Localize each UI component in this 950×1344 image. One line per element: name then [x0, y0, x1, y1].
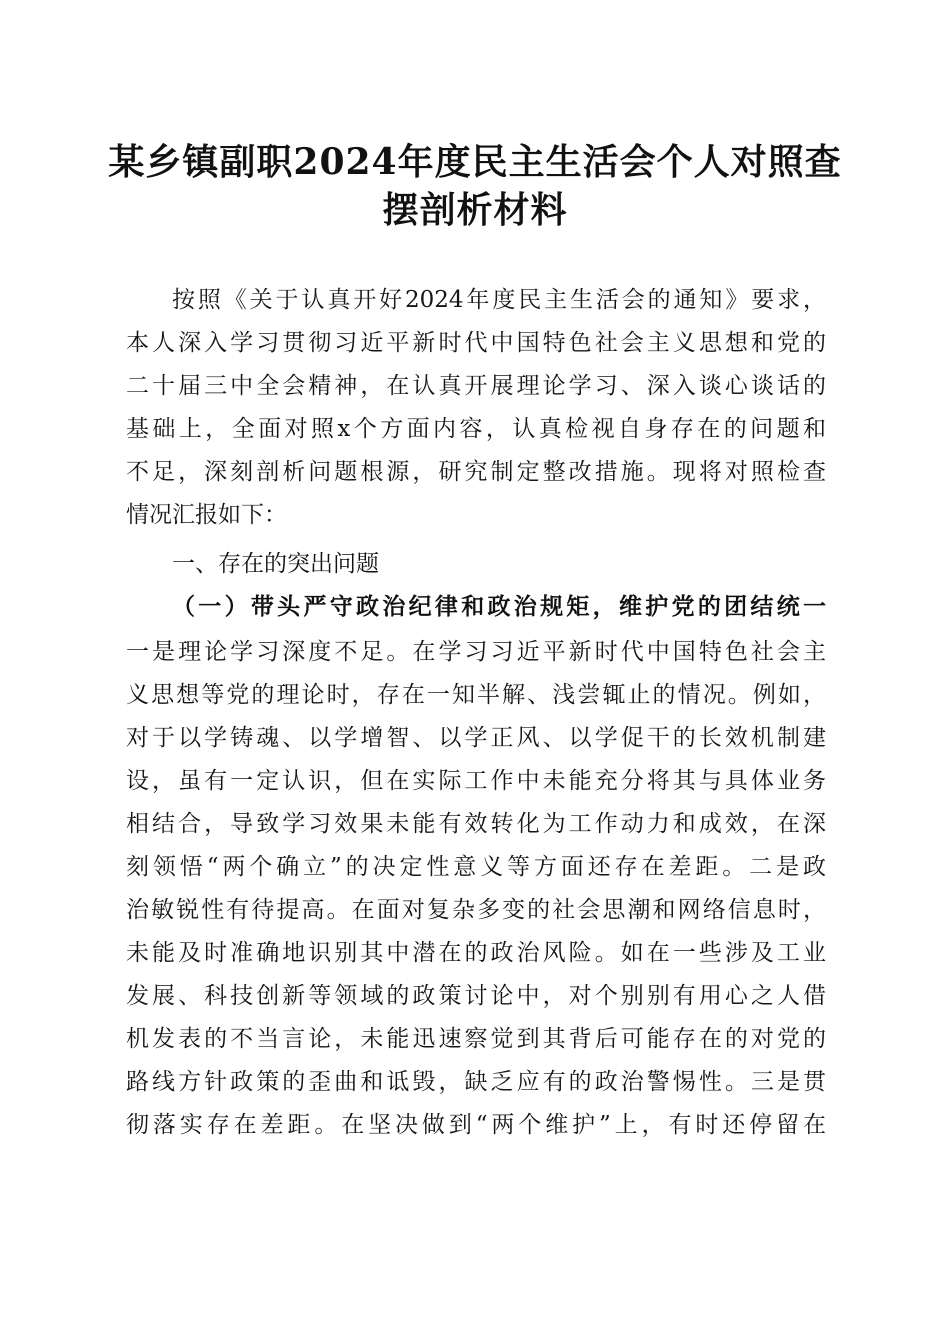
body-paragraph-line: 机发表的不当言论，未能迅速察觉到其背后可能存在的对党的 — [126, 1026, 826, 1052]
body-paragraph-line: 一是理论学习深度不足。在学习习近平新时代中国特色社会主 — [126, 639, 826, 665]
body-paragraph-line: 相结合，导致学习效果未能有效转化为工作动力和成效，在深 — [126, 811, 826, 837]
body-paragraph-line: 设，虽有一定认识，但在实际工作中未能充分将其与具体业务 — [126, 768, 826, 794]
body-paragraph-line: 未能及时准确地识别其中潜在的政治风险。如在一些涉及工业 — [126, 940, 826, 966]
body-paragraph-line: 义思想等党的理论时，存在一知半解、浅尝辄止的情况。例如， — [126, 682, 826, 708]
section-heading: 一、存在的突出问题 — [172, 551, 379, 577]
body-paragraph-line: 发展、科技创新等领域的政策讨论中，对个别别有用心之人借 — [126, 983, 826, 1009]
intro-paragraph-line: 按照《关于认真开好2024年度民主生活会的通知》要求， — [172, 287, 826, 313]
intro-paragraph-line: 基础上，全面对照x个方面内容，认真检视自身存在的问题和 — [126, 416, 826, 442]
document-title-line-1: 某乡镇副职2024年度民主生活会个人对照查 — [108, 141, 842, 183]
body-paragraph-line: 刻领悟“两个确立”的决定性意义等方面还存在差距。二是政 — [126, 854, 826, 880]
body-paragraph-line: 路线方针政策的歪曲和诋毁，缺乏应有的政治警惕性。三是贯 — [126, 1069, 826, 1095]
subsection-heading: （一）带头严守政治纪律和政治规矩，维护党的团结统一 — [172, 593, 826, 620]
intro-paragraph-line: 情况汇报如下： — [126, 502, 287, 528]
intro-paragraph-line: 本人深入学习贯彻习近平新时代中国特色社会主义思想和党的 — [126, 330, 826, 356]
intro-paragraph-line: 二十届三中全会精神，在认真开展理论学习、深入谈心谈话的 — [126, 373, 826, 399]
document-title-line-2: 摆剖析材料 — [382, 189, 568, 231]
body-paragraph-line: 对于以学铸魂、以学增智、以学正风、以学促干的长效机制建 — [126, 725, 826, 751]
body-paragraph-line: 治敏锐性有待提高。在面对复杂多变的社会思潮和网络信息时， — [126, 897, 826, 923]
body-paragraph-line: 彻落实存在差距。在坚决做到“两个维护”上，有时还停留在 — [126, 1112, 826, 1138]
intro-paragraph-line: 不足，深刻剖析问题根源，研究制定整改措施。现将对照检查 — [126, 459, 826, 485]
